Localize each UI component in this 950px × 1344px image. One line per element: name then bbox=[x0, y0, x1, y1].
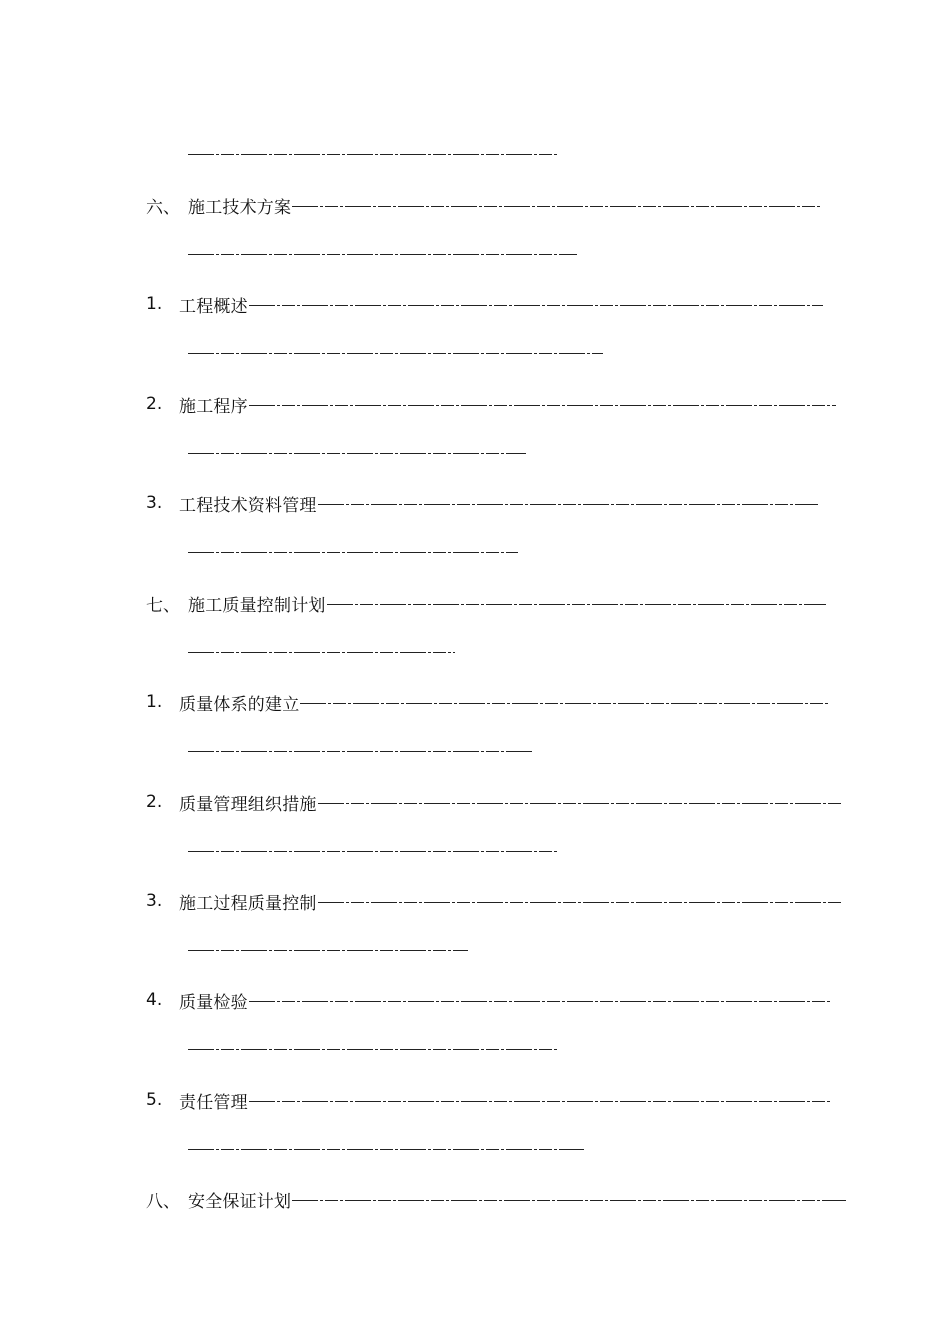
dotted-leader bbox=[188, 154, 558, 155]
toc-entry-7-5[interactable] bbox=[146, 1088, 830, 1112]
toc-entry-number: 八、 bbox=[146, 1191, 180, 1211]
toc-entry-section-8[interactable] bbox=[146, 1187, 846, 1211]
toc-entry-title: 施工过程质量控制 bbox=[179, 893, 317, 913]
toc-leader-continuation bbox=[188, 739, 532, 763]
dotted-leader bbox=[249, 1101, 830, 1102]
dotted-leader bbox=[188, 453, 526, 454]
toc-entry-title: 施工技术方案 bbox=[188, 197, 292, 217]
toc-entry-number: 4. bbox=[146, 990, 163, 1010]
dotted-leader bbox=[188, 1049, 558, 1050]
toc-entry-6-2[interactable] bbox=[146, 392, 836, 416]
toc-entry-title: 质量管理组织措施 bbox=[179, 794, 317, 814]
toc-entry-section-7[interactable] bbox=[146, 591, 826, 615]
toc-entry-number: 2. bbox=[146, 792, 163, 812]
toc-entry-number: 3. bbox=[146, 493, 163, 513]
toc-entry-title: 工程概述 bbox=[179, 296, 248, 316]
dotted-leader bbox=[327, 604, 826, 605]
dotted-leader bbox=[188, 254, 577, 255]
toc-leader-continuation bbox=[188, 441, 526, 465]
toc-leader-continuation bbox=[188, 938, 468, 962]
dotted-leader bbox=[188, 552, 518, 553]
toc-entry-number: 六、 bbox=[146, 197, 180, 217]
toc-entry-number: 3. bbox=[146, 891, 163, 911]
toc-leader-continuation bbox=[188, 242, 577, 266]
dotted-leader bbox=[318, 803, 842, 804]
toc-entry-title: 质量检验 bbox=[179, 992, 248, 1012]
toc-entry-title: 施工质量控制计划 bbox=[188, 595, 326, 615]
toc-entry-title: 质量体系的建立 bbox=[179, 694, 300, 714]
dotted-leader bbox=[318, 902, 842, 903]
toc-entry-section-6[interactable] bbox=[146, 193, 820, 217]
toc-leader-continuation bbox=[188, 540, 518, 564]
toc-entry-title: 施工程序 bbox=[179, 396, 248, 416]
dotted-leader bbox=[318, 504, 818, 505]
toc-entry-6-1[interactable] bbox=[146, 292, 823, 316]
dotted-leader bbox=[249, 405, 836, 406]
toc-leader-continuation bbox=[188, 640, 455, 664]
dotted-leader bbox=[188, 1149, 584, 1150]
toc-entry-7-4[interactable] bbox=[146, 988, 830, 1012]
dotted-leader bbox=[249, 305, 823, 306]
toc-entry-7-1[interactable] bbox=[146, 690, 830, 714]
toc-entry-number: 七、 bbox=[146, 595, 180, 615]
dotted-leader bbox=[188, 353, 603, 354]
toc-entry-title: 责任管理 bbox=[179, 1092, 248, 1112]
toc-leader-continuation bbox=[188, 1037, 558, 1061]
toc-entry-7-2[interactable] bbox=[146, 790, 842, 814]
toc-leader-continuation bbox=[188, 839, 558, 863]
toc-entry-number: 1. bbox=[146, 294, 163, 314]
dotted-leader bbox=[188, 851, 558, 852]
toc-leader-continuation bbox=[188, 1137, 584, 1161]
toc-entry-title: 安全保证计划 bbox=[188, 1191, 292, 1211]
dotted-leader bbox=[188, 950, 468, 951]
toc-entry-number: 2. bbox=[146, 394, 163, 414]
dotted-leader bbox=[300, 703, 830, 704]
dotted-leader bbox=[188, 751, 532, 752]
dotted-leader bbox=[292, 206, 820, 207]
dotted-leader bbox=[188, 652, 455, 653]
toc-entry-number: 1. bbox=[146, 692, 163, 712]
toc-entry-6-3[interactable] bbox=[146, 491, 818, 515]
toc-entry-title: 工程技术资料管理 bbox=[179, 495, 317, 515]
toc-entry-7-3[interactable] bbox=[146, 889, 842, 913]
toc-leader-continuation bbox=[188, 341, 603, 365]
dotted-leader bbox=[249, 1001, 830, 1002]
dotted-leader bbox=[292, 1200, 846, 1201]
toc-entry-number: 5. bbox=[146, 1090, 163, 1110]
toc-leader-continuation bbox=[188, 142, 558, 166]
